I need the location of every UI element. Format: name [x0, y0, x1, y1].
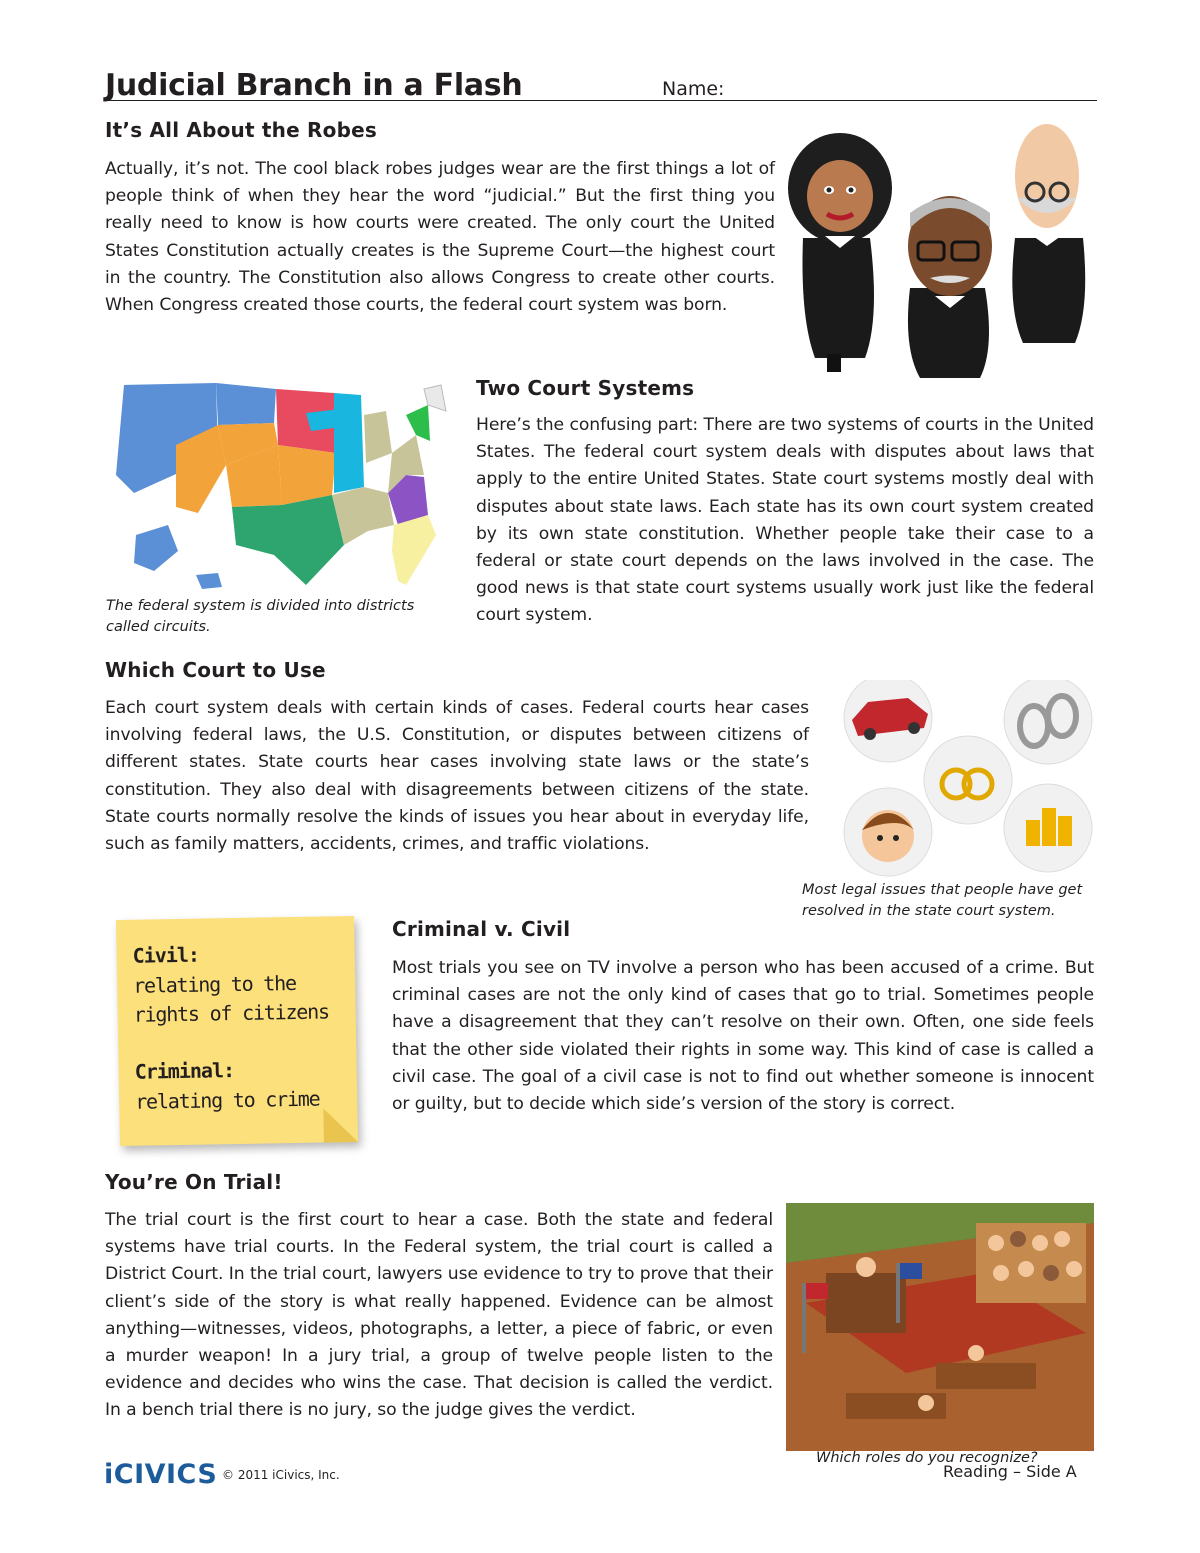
handcuffs-icon — [1004, 680, 1092, 764]
criminal-definition: relating to crime — [135, 1086, 320, 1114]
heading-two-systems: Two Court Systems — [476, 376, 695, 400]
name-label: Name: — [662, 78, 725, 100]
name-line — [105, 100, 1097, 101]
heading-on-trial: You’re On Trial! — [105, 1170, 283, 1194]
heading-which-court: Which Court to Use — [105, 658, 326, 682]
paragraph-which-court: Each court system deals with certain kinds of cases. Federal courts hear cases involving federal laws, the U.S. Constitution, or disputes between citizens of different states. State courts hear cases involving state laws or the state’s constitution. They also deal with disagreements between citizens of the state. State courts normally resolve the kinds of issues you hear about in everyday life, such as family matters, accidents, crimes, and traffic violations. — [105, 698, 809, 855]
child-face-icon — [844, 788, 932, 876]
civil-term: Civil: — [132, 942, 200, 968]
paragraph-two-systems: Here’s the confusing part: There are two systems of courts in the United States. The federal court system deals with disputes about laws that apply to the entire United States. State court systems mostly deal with disputes about state laws. Each state has its own court system created by its own state constitution. Whether people take their case to a federal or state court depends on the laws involved in the case. The good news is that state court systems usually work just like the federal court system. — [476, 415, 1094, 626]
rings-icon — [924, 736, 1012, 824]
judge-woman-icon — [788, 133, 892, 372]
icivics-logo: iCIVICS — [104, 1459, 218, 1490]
judge-bald-icon — [1012, 124, 1085, 343]
paragraph-criminal-civil: Most trials you see on TV involve a person who has been accused of a crime. But criminal cases are not the only kind of cases that go to trial. Sometimes people have a disagreement that they can’t resolve on their own. Often, one side feels that the other side violated their rights in some way. This kind of case is called a civil case. The goal of a civil case is not to find out whether someone is innocent or guilty, but to decide which side’s version of the story is correct. — [392, 958, 1094, 1115]
page-title: Judicial Branch in a Flash — [105, 68, 523, 103]
paragraph-on-trial: The trial court is the first court to hear a case. Both the state and federal systems have trial courts. In the Federal system, the trial court is called a District Court. In the trial court, lawyers use evidence to try to prove that their client’s side of the story is what really happened. Evidence can be almost anything—witnesses, videos, photographs, a letter, a piece of fabric, or even a murder weapon! In a jury trial, a group of twelve people listen to the evidence and decides who wins the case. That decision is called the verdict. In a bench trial there is no jury, so the judge gives the verdict. — [105, 1210, 773, 1421]
courtroom-caption: Which roles do you recognize? — [816, 1450, 1038, 1466]
paragraph-robes: Actually, it’s not. The cool black robes judges wear are the first things a lot of people think of when they hear the word “judicial.” But the first thing you really need to know is how courts were created. The only court the United States Constitution actually creates is the Supreme Court—the highest court in the country. The Constitution also allows Congress to create other courts. When Congress created those courts, the federal court system was born. — [105, 159, 775, 316]
criminal-term: Criminal: — [134, 1058, 235, 1084]
courtroom-illustration — [786, 1203, 1094, 1451]
note-fold — [323, 1108, 358, 1143]
car-icon — [844, 680, 932, 762]
civil-definition: relating to the rights of citizens — [132, 970, 330, 1027]
circuit-map — [106, 375, 451, 600]
judges-illustration — [785, 118, 1095, 380]
copyright: © 2011 iCivics, Inc. — [222, 1468, 340, 1482]
coins-icon — [1004, 784, 1092, 872]
page-side-label: Reading – Side A — [943, 1462, 1077, 1481]
legal-issues-icons — [838, 680, 1098, 880]
vocabulary-sticky-note — [116, 916, 358, 1146]
heading-robes: It’s All About the Robes — [105, 118, 377, 142]
map-caption: The federal system is divided into districts called circuits. — [106, 598, 415, 635]
heading-criminal-civil: Criminal v. Civil — [392, 917, 571, 941]
judge-man-icon — [908, 196, 992, 378]
issues-caption: Most legal issues that people have get resolved in the state court system. — [802, 882, 1083, 919]
